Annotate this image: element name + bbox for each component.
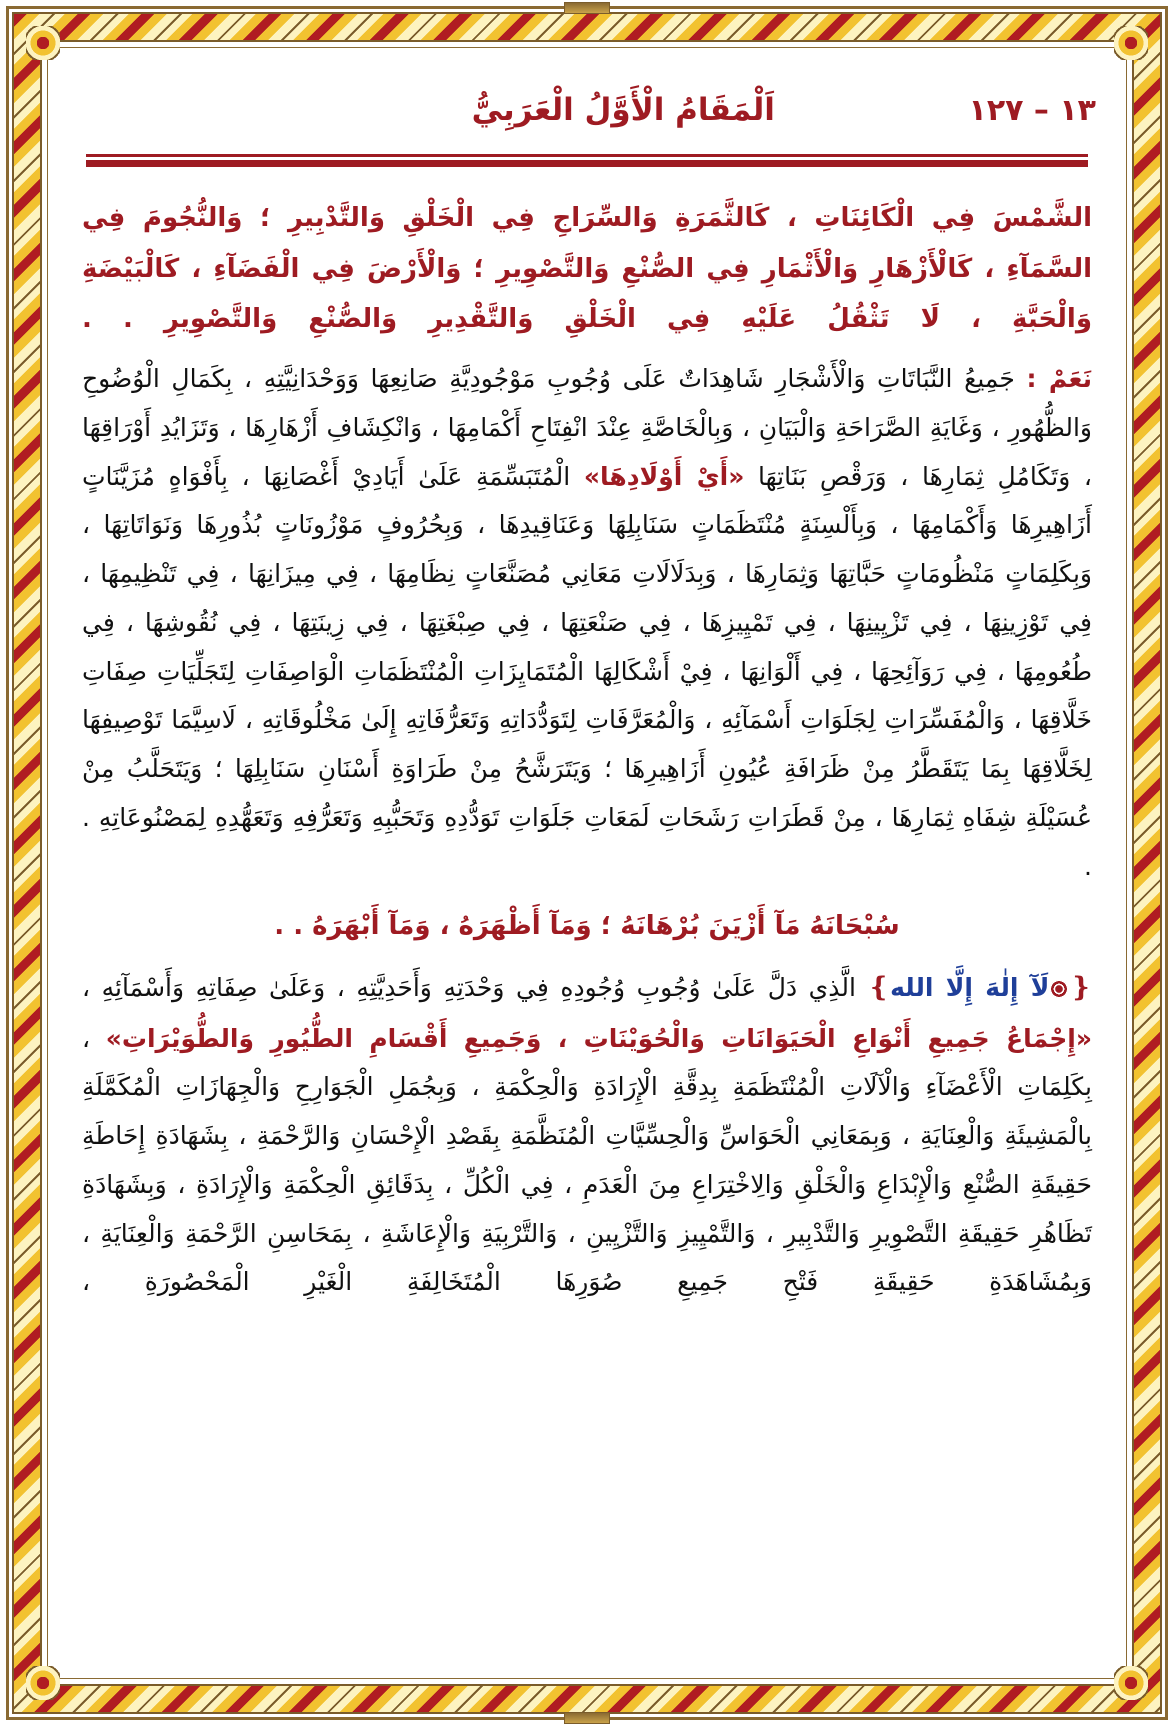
border-tab-bottom-icon [564, 1712, 610, 1724]
border-tab-top-icon [564, 2, 610, 14]
tahlil-phrase: لَآ إِلٰهَ إِلَّا الله [890, 973, 1050, 1002]
header-divider [86, 154, 1088, 167]
page-body [60, 167, 1114, 1307]
corner-ornament-bottom-left-icon [26, 1666, 60, 1700]
paragraph-red-opening: الشَّمْسَ فِي الْكَائِنَاتِ ، كَالثَّمَرَةِ وَالسِّرَاجِ فِي الْخَلْقِ وَالتَّدْبِيرِ ؛ وَالنُّجُومَ فِي السَّمَآءِ ، كَالْأَزْهَارِ وَالْأَثْمَارِ فِي الصُّنْعِ وَالتَّصْوِيرِ ؛ وَالْأَرْضَ فِي الْفَضَآءِ ، كَالْبَيْضَةِ وَالْحَبَّةِ ، لَا تَثْقُلُ عَلَيْهِ فِي الْخَلْقِ وَالتَّقْدِيرِ وَالصُّنْعِ وَالتَّصْوِيرِ . . [82, 203, 1092, 335]
paragraph-red-subhanahu: سُبْحَانَهُ مَآ أَزْيَنَ بُرْهَانَهُ ؛ وَمَآ أَظْهَرَهُ ، وَمَآ أَبْهَرَهُ . . [274, 911, 900, 942]
ornamental-bracket-open-icon: ❴ [1069, 972, 1092, 1003]
paragraph-naam-segment-b: الْمُتَبَسِّمَةِ عَلَىٰ أَيَادِيْ أَغْصَانِهَا ، بِأَفْوَاهٍ مُزَيَّنَاتٍ أَزَاهِيرِهَا وَأَكْمَامِهَا ، وَبِأَلْسِنَةٍ مُنْتَظَمَاتٍ سَنَابِلِهَا وَعَنَاقِيدِهَا ، وَبِحُرُوفٍ مَوْزُونَاتٍ بُذُورِهَا وَنَوَاتَاتِهَا ، وَبِكَلِمَاتٍ مَنْظُومَاتٍ حَبَّاتِهَا وَثِمَارِهَا ، وَبِدَلَالَاتِ مَعَانِي مُصَنَّعَاتٍ نِظَامِهَا ، فِي مِيزَانِهَا ، فِي تَنْظِيمِهَا ، فِي تَوْزِينِهَا ، فِي تَزْيِينِهَا ، فِي تَمْيِيزِهَا ، فِي صَنْعَتِهَا ، فِي صِبْغَتِهَا ، فِي زِينَتِهَا ، فِي نُقُوشِهَا ، فِي طُعُومِهَا ، فِي رَوَآئِحِهَا ، فِي أَلْوَانِهَا ، فِيْ أَشْكَالِهَا الْمُتَمَايِزَاتِ الْمُنْتَظَمَاتِ الْوَاصِفَاتِ لِتَجَلِّيَاتِ صِفَاتِ خَلَّاقِهَا ، وَالْمُفَسِّرَاتِ لِجَلَوَاتِ أَسْمَآئِهِ ، وَالْمُعَرَّفَاتِ لِتَوَدُّدَاتِهِ وَتَعَرُّفَاتِهِ إِلَىٰ مَخْلُوقَاتِهِ ، لَاسِيَّمَا تَوْصِيفِهَا لِخَلَّاقِهَا بِمَا يَتَقَطَّرُ مِنْ ظَرَافَةِ عُيُونِ أَزَاهِيرِهَا ؛ وَيَتَرَشَّحُ مِنْ طَرَاوَةِ أَسْنَانِ سَنَابِلِهَا ؛ وَيَتَحَلَّبُ مِنْ عُسَيْلَةِ شِفَاهِ ثِمَارِهَا ، مِنْ قَطَرَاتِ رَشَحَاتِ لَمَعَاتِ جَلَوَاتِ تَوَدُّدِهِ وَتَحَبُّبِهِ وَتَعَرُّفِهِ وَتَعَهُّدِهِ لِمَصْنُوعَاتِهِ . . [82, 461, 1092, 881]
page-content [60, 58, 1114, 1668]
corner-ornament-top-right-icon [1114, 26, 1148, 60]
corner-ornament-top-left-icon [26, 26, 60, 60]
rosette-ornament-icon [1050, 980, 1068, 998]
corner-ornament-bottom-right-icon [1114, 1666, 1148, 1700]
page-title: اَلْمَقَامُ الْأَوَّلُ الْعَرَبِيُّ [471, 92, 775, 128]
divider-line-thick [86, 160, 1088, 167]
paragraph-naam-inline-quote: «أَيْ أَوْلَادِهَا» [583, 461, 745, 491]
ornamental-bracket-close-icon: ❵ [867, 972, 891, 1003]
paragraph-tahlil [82, 962, 1092, 1307]
page-number: ١٣ – ١٢٧ [968, 92, 1096, 128]
paragraph-lead-naam: نَعَمْ : [1026, 364, 1092, 394]
paragraph-tahlil-inline-quote: «إِجْمَاعُ جَمِيعِ أَنْوَاعِ الْحَيَوَانَاتِ وَالْحُوَيْنَاتِ ، وَجَمِيعِ أَقْسَامِ الطُّيُورِ وَالطُّوَيْرَاتِ» [105, 1023, 1093, 1053]
paragraph-naam-segment-a: جَمِيعُ النَّبَاتَاتِ وَالْأَشْجَارِ شَاهِدَاتٌ عَلَى وُجُوبِ مَوْجُودِيَّةِ صَانِعِهَا وَوَحْدَانِيَّتِهِ ، بِكَمَالِ الْوُضُوحِ وَالظُّهُورِ ، وَغَايَةِ الصَّرَاحَةِ وَالْبَيَانِ ، وَبِالْخَاصَّةِ عِنْدَ انْفِتَاحِ أَكْمَامِهَا ، وَانْكِشَافِ أَزْهَارِهَا ، وَتَزَايُدِ أَوْرَاقِهَا ، وَتَكَامُلِ ثِمَارِهَا ، وَرَقْصِ بَنَاتِهَا [82, 364, 1092, 491]
paragraph-tahlil-segment-b: ، بِكَلِمَاتِ الْأَعْضَآءِ وَالْآلَاتِ الْمُنْتَظَمَةِ بِدِقَّةِ الْإِرَادَةِ وَالْحِكْمَةِ ، وَبِجُمَلِ الْجَوَارِحِ وَالْجِهَازَاتِ الْمُكَمَّلَةِ بِالْمَشِيئَةِ وَالْعِنَايَةِ ، وَبِمَعَانِي الْحَوَاسِّ وَالْحِسِّيَّاتِ الْمُنَظَّمَةِ بِقَصْدِ الْإِحْسَانِ وَالرَّحْمَةِ ، بِشَهَادَةِ إِحَاطَةِ حَقِيقَةِ الصُّنْعِ وَالْإِبْدَاعِ وَالْخَلْقِ وَالِاخْتِرَاعِ مِنَ الْعَدَمِ ، فِي الْكُلِّ ، بِدَقَائِقِ الْحِكْمَةِ وَالْإِرَادَةِ ، وَبِشَهَادَةِ تَظَاهُرِ حَقِيقَةِ التَّصْوِيرِ وَالتَّدْبِيرِ ، وَالتَّمْيِيزِ وَالتَّزْيِينِ ، وَالتَّرْبِيَةِ وَالْإِعَاشَةِ ، بِمَحَاسِنِ الرَّحْمَةِ وَالْعِنَايَةِ ، وَبِمُشَاهَدَةِ حَقِيقَةِ فَتْحِ جَمِيعِ صُوَرِهَا الْمُتَخَالِفَةِ الْغَيْرِ الْمَحْصُورَةِ ، [82, 1023, 1092, 1297]
paragraph-tahlil-segment-a: الَّذِي دَلَّ عَلَىٰ وُجُوبِ وُجُودِهِ فِي وَحْدَتِهِ وَأَحَدِيَّتِهِ ، وَعَلَىٰ صِفَاتِهِ وَأَسْمَآئِهِ ، [82, 973, 868, 1002]
page-header [60, 58, 1114, 144]
paragraph-naam [82, 355, 1092, 891]
